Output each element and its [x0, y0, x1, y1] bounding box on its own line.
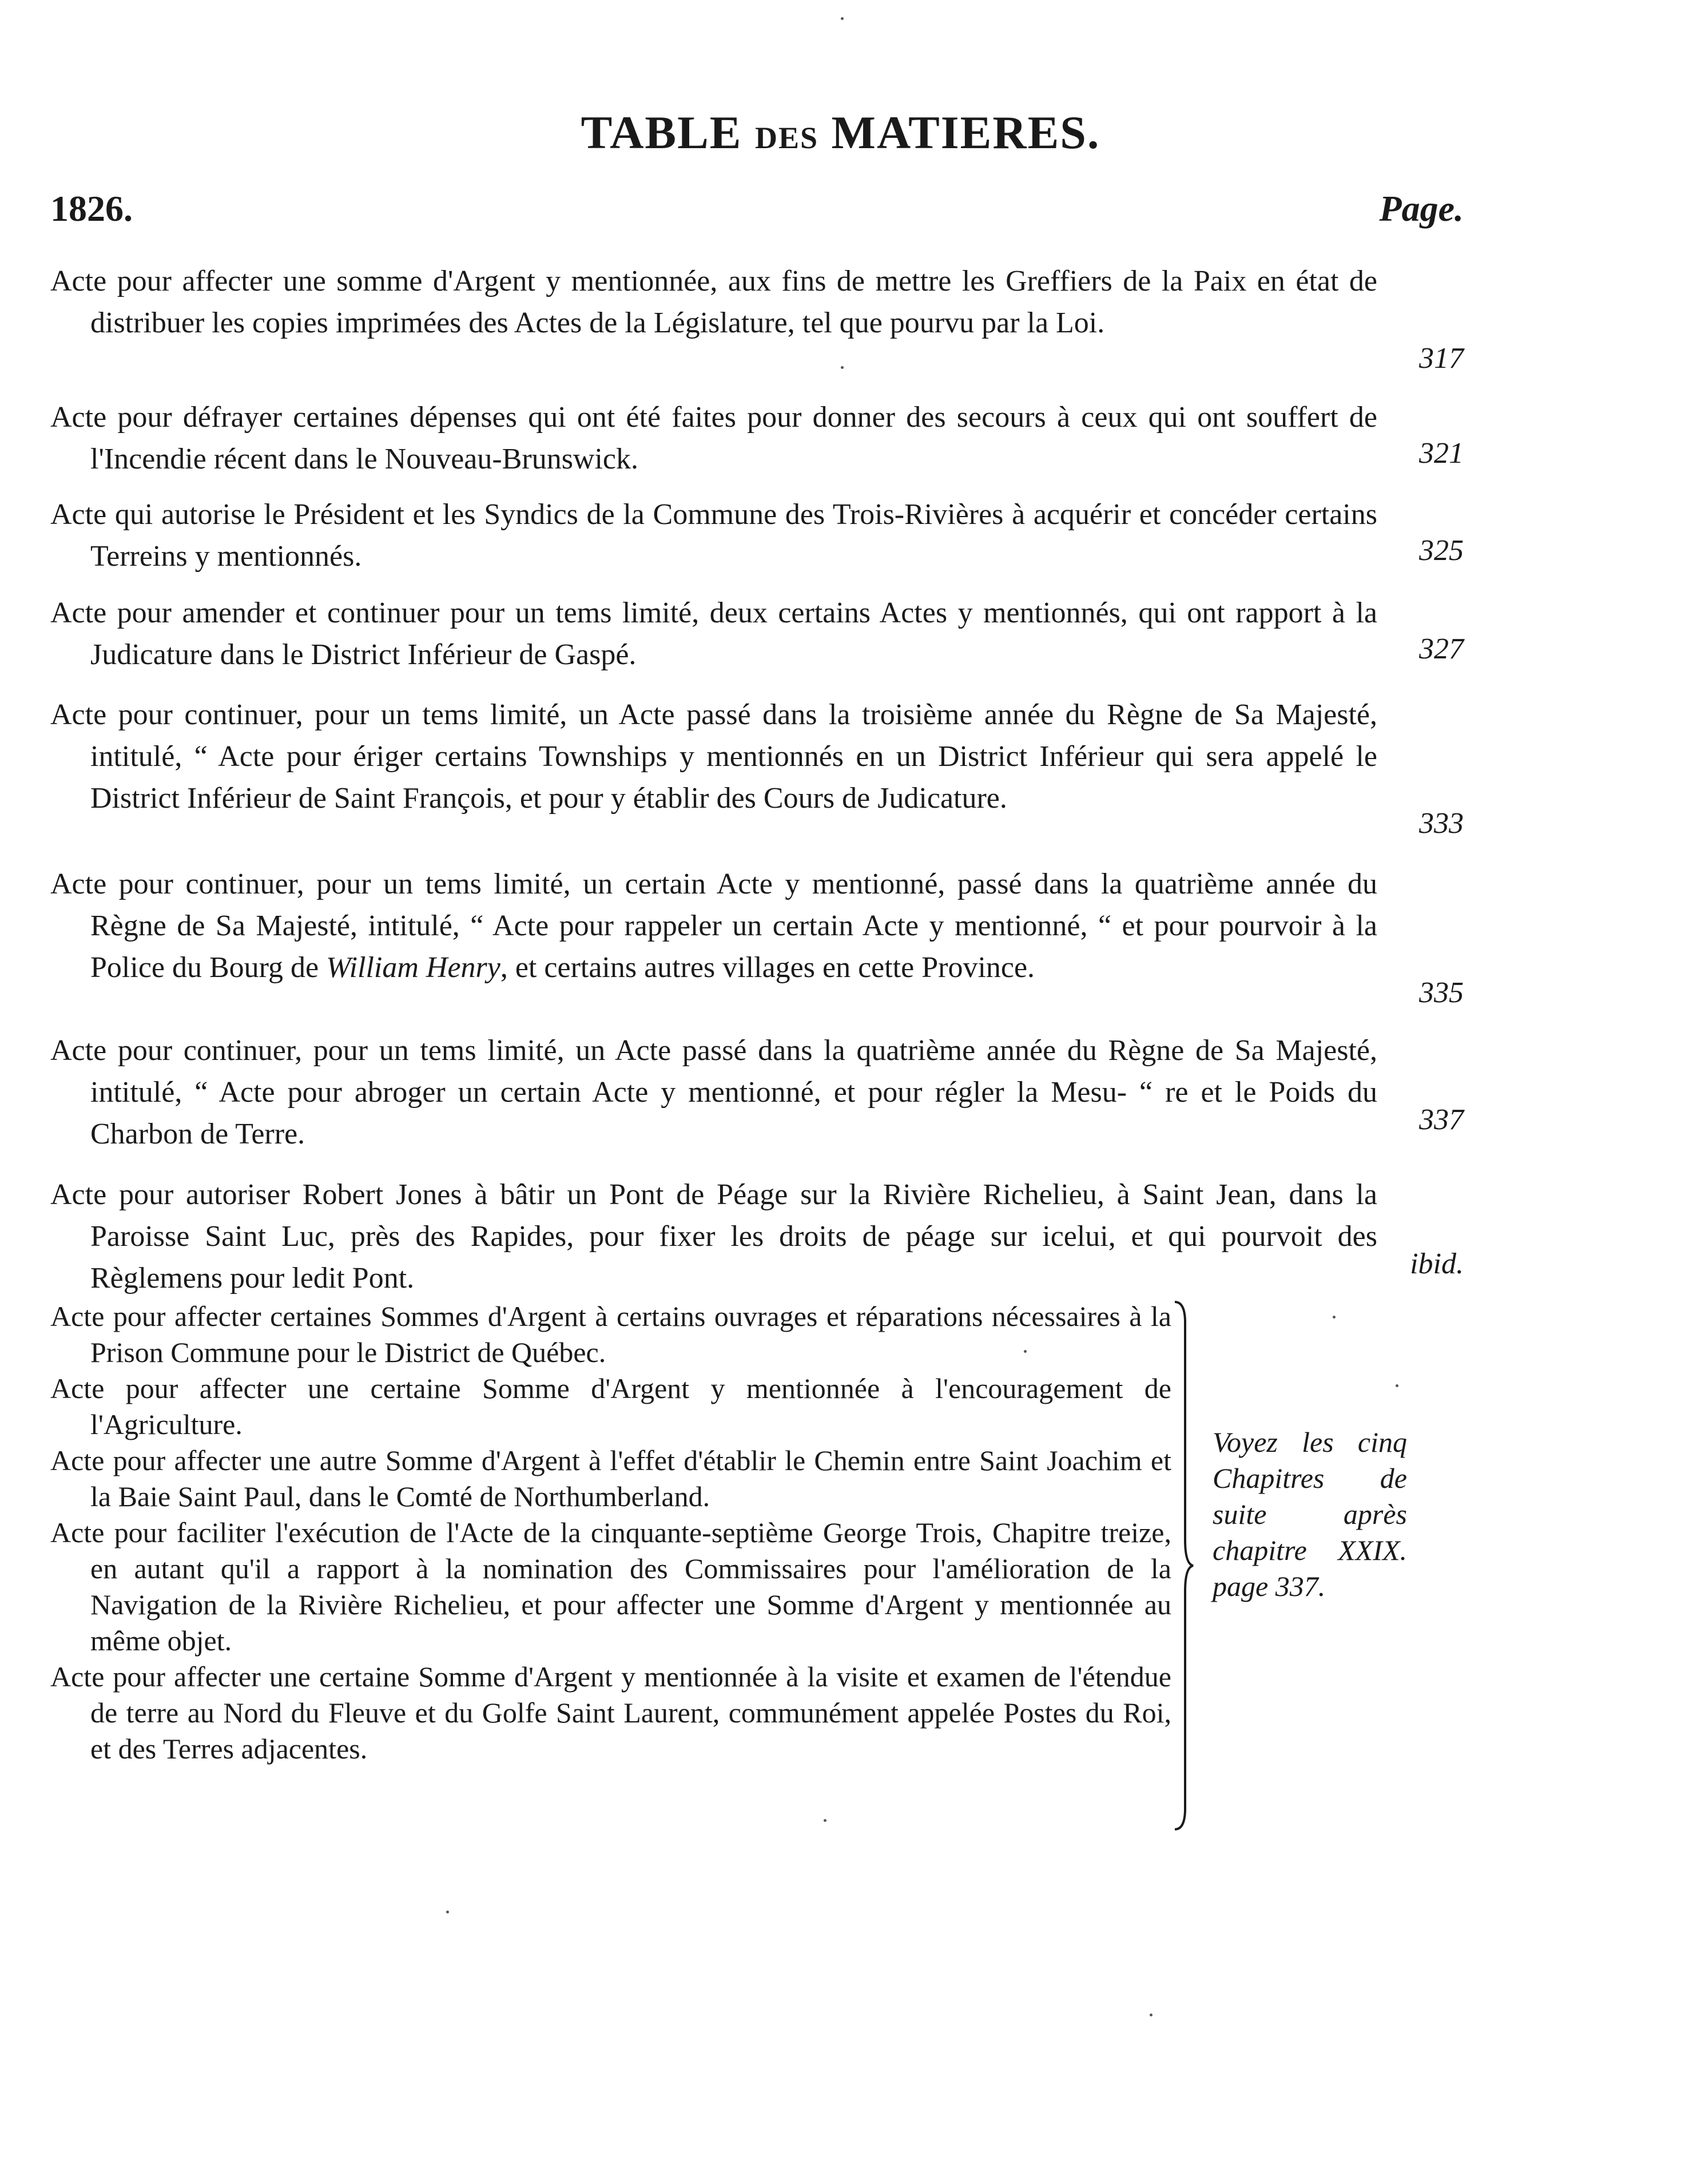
toc-entry-1: [50, 260, 1377, 344]
entry-text: Acte pour défrayer certaines dépenses qui ont été faites pour donner des secours à ceux qui ont souffert de l'Incendie récent dans le Nouveau-Brunswick.: [50, 401, 1377, 475]
group-entry-4: Acte pour faciliter l'exécution de l'Acte de la cinquante-septième George Trois, Chapitre treize, en autant qu'il a rapport à la nomination des Commissaires pour l'amélioration de la Navigation de la Rivière Richelieu, et pour affecter une Somme d'Argent y mentionnée au même objet.: [50, 1516, 1171, 1657]
entry-4-page: 327: [1419, 633, 1464, 665]
group-note: Voyez les cinq Chapitres de suite après chapitre XXIX. page 337.: [1213, 1426, 1407, 1602]
entry-3-page: 325: [1419, 534, 1464, 567]
toc-entry-8: [50, 1174, 1377, 1299]
entry-2-page: 321: [1419, 437, 1464, 470]
print-speck: [1024, 1350, 1027, 1353]
group-entry-5: Acte pour affecter une certaine Somme d'Argent y mentionnée à la visite et examen de l'étendue de terre au Nord du Fleuve et du Golfe Saint Laurent, communément appelée Postes du Roi, et des Terres adjacentes.: [50, 1661, 1171, 1765]
grouped-entries: [50, 1299, 1171, 1767]
entry-text: Acte pour autoriser Robert Jones à bâtir un Pont de Péage sur la Rivière Richelieu, à Saint Jean, dans la Paroisse Saint Luc, près des Rapides, pour fixer les droits de péage sur icelui, et qui pourvoit des Règlemens pour ledit Pont.: [50, 1178, 1377, 1294]
toc-entry-3: [50, 494, 1377, 577]
entry-text: Acte pour amender et continuer pour un tems limité, deux certains Actes y mentionnés, qui ont rapport à la Judicature dans le District Inférieur de Gaspé.: [50, 597, 1377, 671]
entry-text-italic: William Henry: [326, 951, 500, 984]
toc-entry-2: [50, 396, 1377, 480]
print-speck: [824, 1819, 826, 1822]
toc-entry-5: [50, 694, 1377, 819]
print-speck: [1396, 1384, 1398, 1387]
entry-1-page: 317: [1419, 342, 1464, 375]
entry-8-page: ibid.: [1410, 1248, 1464, 1280]
title-part-1: TABLE: [581, 106, 755, 158]
entry-text: Acte pour continuer, pour un tems limité, un Acte passé dans la troisième année du Règne de Sa Majesté, intitulé, “ Acte pour ériger certains Townships y mentionnés en un District Inférieur qui sera appelé le District Inférieur de Saint François, et pour y établir des Cours de Judicature.: [50, 698, 1377, 815]
print-speck: [1333, 1316, 1336, 1319]
print-speck: [841, 366, 844, 369]
entry-text: Acte qui autorise le Président et les Syndics de la Commune des Trois-Rivières à acquérir et concéder certains Terreins y mentionnés.: [50, 498, 1377, 573]
toc-entry-6: [50, 863, 1377, 988]
group-entry-1: Acte pour affecter certaines Sommes d'Argent à certains ouvrages et réparations nécessaires à la Prison Commune pour le District de Québec.: [50, 1300, 1171, 1368]
title-part-2: DES: [755, 121, 819, 155]
page-title: [0, 106, 1681, 160]
title-part-3: MATIERES.: [818, 106, 1100, 158]
right-brace-icon: [1173, 1300, 1195, 1832]
header-year: 1826.: [50, 188, 133, 229]
toc-entry-7: [50, 1030, 1377, 1155]
group-entry-2: Acte pour affecter une certaine Somme d'Argent y mentionnée à l'encouragement de l'Agriculture.: [50, 1372, 1171, 1440]
toc-entry-4: [50, 592, 1377, 676]
print-speck: [446, 1911, 449, 1913]
header-page-label: Page.: [1379, 188, 1464, 229]
entry-text-before: Acte pour continuer, pour un tems limité, un certain Acte y mentionné, passé dans la quatrième année du Règne de Sa Majesté, intitulé, “ Acte pour rappeler un certain Acte y mentionné, “ et pour pourvoir à la Police du Bourg de: [50, 868, 1377, 984]
print-speck: [1150, 2014, 1153, 2016]
entry-6-page: 335: [1419, 976, 1464, 1009]
group-entry-3: Acte pour affecter une autre Somme d'Argent à l'effet d'établir le Chemin entre Saint Joachim et la Baie Saint Paul, dans le Comté de Northumberland.: [50, 1444, 1171, 1512]
entry-text: Acte pour continuer, pour un tems limité, un Acte passé dans la quatrième année du Règne de Sa Majesté, intitulé, “ Acte pour abroger un certain Acte y mentionné, et pour régler la Mesu- “ re et le Poids du Charbon de Terre.: [50, 1034, 1377, 1150]
entry-5-page: 333: [1419, 807, 1464, 840]
entry-text: Acte pour affecter une somme d'Argent y mentionnée, aux fins de mettre les Greffiers de la Paix en état de distribuer les copies imprimées des Actes de la Législature, tel que pourvu par la Loi.: [50, 265, 1377, 339]
print-speck: [841, 17, 844, 20]
entry-7-page: 337: [1419, 1103, 1464, 1136]
entry-text-after: , et certains autres villages en cette Province.: [500, 951, 1035, 984]
